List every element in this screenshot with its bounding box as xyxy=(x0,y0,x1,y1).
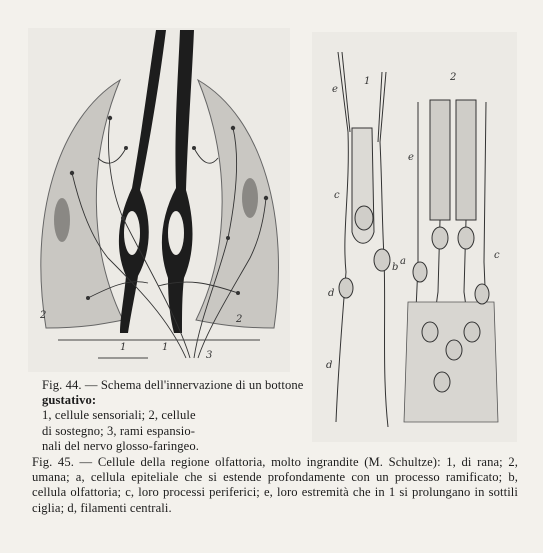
epithelial-nucleus-1 xyxy=(355,206,373,230)
label-c2: c xyxy=(494,250,500,261)
sensory-nucleus-right xyxy=(168,211,184,255)
epithelial-cell-group-2b xyxy=(456,100,476,220)
label-n1: 1 xyxy=(364,76,371,87)
label-2b: 2 xyxy=(236,314,243,325)
epithelium-base xyxy=(404,302,498,422)
label-a: a xyxy=(400,256,406,267)
nucleus-right xyxy=(242,178,258,218)
caption-fig-44 xyxy=(42,378,310,454)
olfactory-nucleus-1 xyxy=(374,249,390,271)
caption-44-line-2: 1, cellule sensoriali; 2, cellule xyxy=(42,408,196,423)
epithelial-cell-group-2a xyxy=(430,100,450,220)
label-3: 3 xyxy=(206,350,213,361)
caption-44-line-4: nali del nervo glosso-faringeo. xyxy=(42,438,199,453)
label-n2: 2 xyxy=(450,72,457,83)
label-d2: d xyxy=(326,360,333,371)
label-c: c xyxy=(334,190,340,201)
figure-44-illustration xyxy=(28,28,290,372)
caption-44-line-1: Fig. 44. — Schema dell'innervazione di un bottone gustativo: xyxy=(42,378,304,408)
label-1a: 1 xyxy=(120,342,127,353)
figure-45-illustration xyxy=(312,32,517,442)
label-b: b xyxy=(392,262,399,273)
olfactory-cells-drawing xyxy=(312,32,517,442)
olfactory-nucleus-1b xyxy=(339,278,353,298)
support-cell-right xyxy=(196,80,278,328)
label-e2: e xyxy=(408,152,414,163)
sensory-nucleus-left xyxy=(124,211,140,255)
label-d: d xyxy=(328,288,335,299)
caption-44-line-3: di sostegno; 3, rami espansio- xyxy=(42,423,196,438)
sensory-cell-right xyxy=(162,30,194,333)
taste-bud-drawing xyxy=(28,28,290,372)
caption-fig-45: Fig. 45. — Cellule della regione olfattoria, molto ingrandite (M. Schultze): 1, di rana; 2, umana; a, cellula epiteliale che si estende profondamente con un processo ramificato; b, cellula olfattoria; c, loro processi periferici; e, loro estremità che in 1 si prolungano in sottili ciglia; d, filamenti centrali. xyxy=(32,455,518,515)
nucleus-left xyxy=(54,198,70,242)
label-2a: 2 xyxy=(40,310,47,321)
label-1b: 1 xyxy=(162,342,169,353)
label-e: e xyxy=(332,84,338,95)
